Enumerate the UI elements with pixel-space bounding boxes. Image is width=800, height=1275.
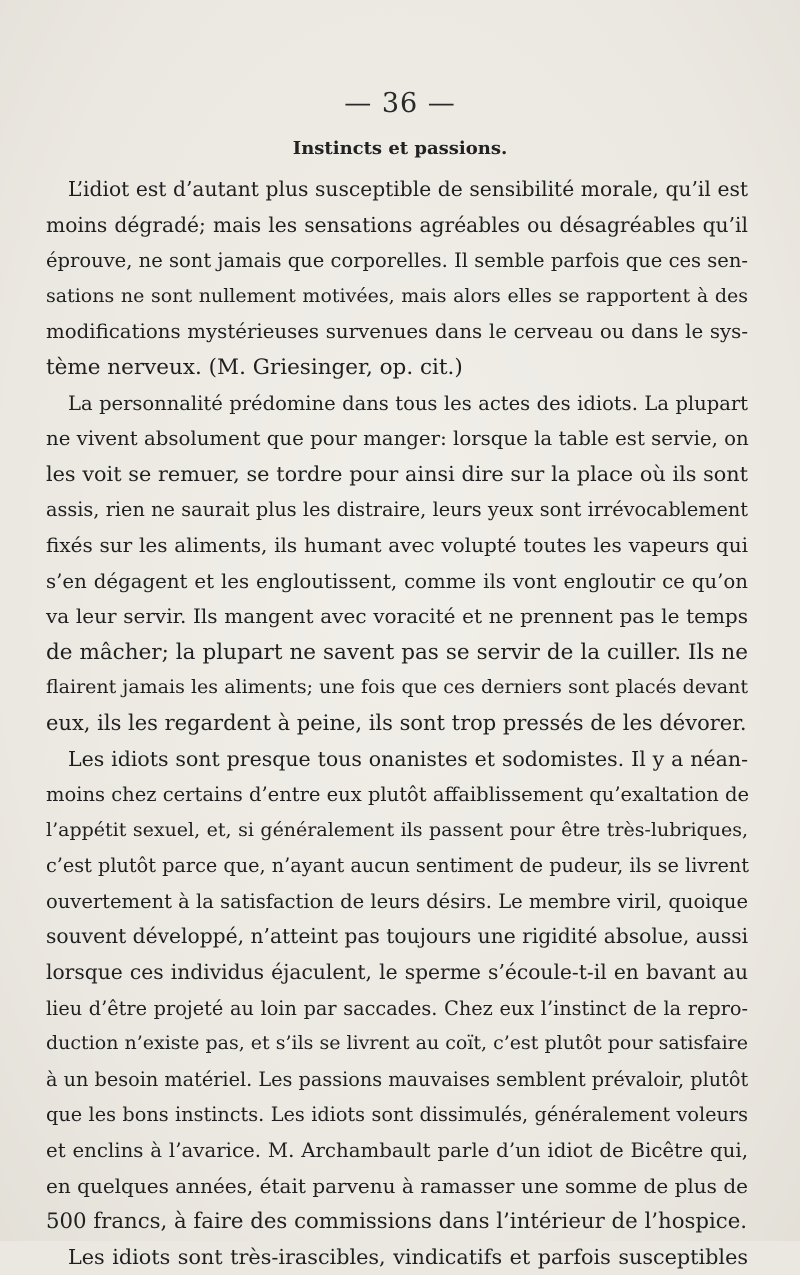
- text-line: eux, ils les regardent à peine, ils sont trop pressés de les dévorer.: [46, 710, 747, 735]
- text-line: ne vivent absolument que pour manger: lorsque la table est servie, on: [46, 427, 749, 451]
- text-line: lorsque ces individus éjaculent, le sperme s’écoule-t-il en bavant au: [46, 960, 748, 985]
- text-line: c’est plutôt parce que, n’ayant aucun sentiment de pudeur, ils se livrent: [46, 854, 749, 878]
- text-line: moins dégradé; mais les sensations agréables ou désagréables qu’il: [46, 212, 748, 237]
- text-line: Les idiots sont très-irascibles, vindicatifs et parfois susceptibles: [68, 1244, 748, 1269]
- text-line: en quelques années, était parvenu à ramasser une somme de plus de: [46, 1173, 748, 1198]
- text-line: Les idiots sont presque tous onanistes et sodomistes. Il y a néan-: [68, 746, 748, 771]
- text-line: La personnalité prédomine dans tous les actes des idiots. La plupart: [68, 391, 748, 415]
- text-line: à un besoin matériel. Les passions mauvaises semblent prévaloir, plutôt: [46, 1067, 749, 1091]
- text-line: de mâcher; la plupart ne savent pas se servir de la cuiller. Ils ne: [46, 639, 748, 665]
- text-line: sations ne sont nullement motivées, mais alors elles se rapportent à des: [46, 284, 748, 307]
- text-line: ouvertement à la satisfaction de leurs désirs. Le membre viril, quoique: [46, 889, 748, 913]
- text-line: tème nerveux. (M. Griesinger, op. cit.): [46, 354, 463, 380]
- text-line: 500 francs, à faire des commissions dans l’intérieur de l’hospice.: [46, 1209, 748, 1235]
- text-line: souvent développé, n’atteint pas toujours une rigidité absolue, aussi: [46, 924, 749, 949]
- text-line: L’idiot est d’autant plus susceptible de sensibilité morale, qu’il est: [68, 177, 748, 201]
- text-line: l’appétit sexuel, et, si généralement ils passent pour être très-lubriques,: [46, 818, 748, 841]
- section-heading: Instincts et passions.: [292, 138, 508, 159]
- text-line: assis, rien ne saurait plus les distraire, leurs yeux sont irrévocablement: [46, 498, 748, 522]
- text-line: moins chez certains d’entre eux plutôt affaiblissement qu’exaltation de: [46, 783, 749, 807]
- text-line: modifications mystérieuses survenues dans le cerveau ou dans le sys-: [46, 320, 748, 344]
- text-line: les voit se remuer, se tordre pour ainsi dire sur la place où ils sont: [46, 461, 748, 486]
- text-line: s’en dégagent et les engloutissent, comme ils vont engloutir ce qu’on: [46, 569, 748, 593]
- text-line: et enclins à l’avarice. M. Archambault parle d’un idiot de Bicêtre qui,: [46, 1139, 748, 1163]
- text-line: flairent jamais les aliments; une fois que ces derniers sont placés devant: [46, 676, 748, 699]
- text-line: que les bons instincts. Les idiots sont dissimulés, généralement voleurs: [46, 1103, 748, 1127]
- body-text: [46, 172, 748, 1275]
- text-line: lieu d’être projeté au loin par saccades. Chez eux l’instinct de la repro-: [46, 996, 748, 1020]
- page-number: — 36 —: [344, 88, 456, 119]
- text-line: duction n’existe pas, et s’ils se livrent au coït, c’est plutôt pour satisfaire: [46, 1032, 748, 1055]
- text-line: éprouve, ne sont jamais que corporelles. Il semble parfois que ces sen-: [46, 249, 748, 273]
- text-line: va leur servir. Ils mangent avec voracité et ne prennent pas le temps: [46, 604, 748, 629]
- text-line: fixés sur les aliments, ils humant avec volupté toutes les vapeurs qui: [46, 532, 748, 557]
